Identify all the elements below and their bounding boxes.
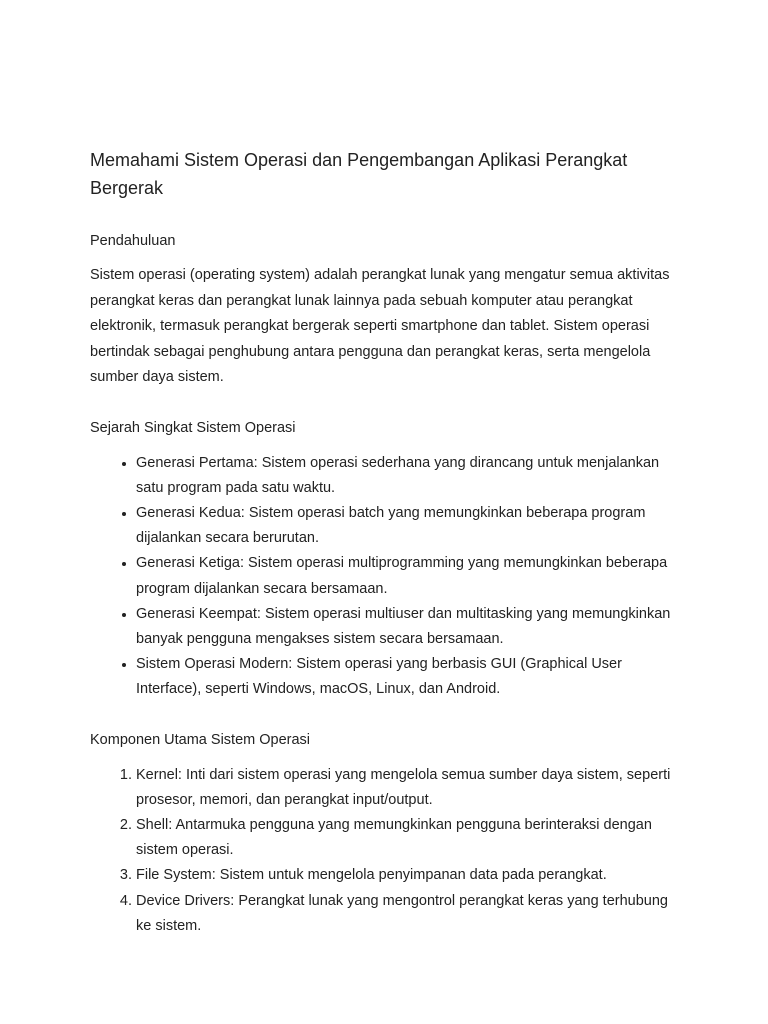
list-item: • Generasi Keempat: Sistem operasi multiuser dan multitasking yang memungkinkan banyak pengguna mengakses sistem secara bersamaan. bbox=[136, 602, 680, 652]
section-heading-history: Sejarah Singkat Sistem Operasi bbox=[90, 419, 296, 436]
list-item: • Generasi Kedua: Sistem operasi batch yang memungkinkan beberapa program dijalankan secara berurutan. bbox=[136, 501, 680, 551]
list-item: 1. Kernel: Inti dari sistem operasi yang mengelola semua sumber daya sistem, seperti prosesor, memori, dan perangkat input/output. bbox=[136, 763, 680, 813]
list-item: • Generasi Ketiga: Sistem operasi multiprogramming yang memungkinkan beberapa program dijalankan secara bersamaan. bbox=[136, 551, 680, 601]
section-heading-components: Komponen Utama Sistem Operasi bbox=[90, 731, 311, 748]
intro-paragraph: Sistem operasi (operating system) adalah perangkat lunak yang mengatur semua aktivitas perangkat keras dan perangkat lunak lainnya pada sebuah komputer atau perangkat elektronik, termasuk perangkat bergerak seperti smartphone dan tablet. Sistem operasi bertindak sebagai penghubung antara pengguna dan perangkat keras, serta mengelola sumber daya sistem. bbox=[90, 267, 670, 385]
list-item: • Generasi Pertama: Sistem operasi sederhana yang dirancang untuk menjalankan satu program pada satu waktu. bbox=[136, 451, 680, 501]
history-list bbox=[90, 451, 680, 703]
document-title: Memahami Sistem Operasi dan Pengembangan Aplikasi Perangkat Bergerak bbox=[90, 150, 628, 198]
components-list bbox=[90, 763, 680, 939]
list-item: 3. File System: Sistem untuk mengelola penyimpanan data pada perangkat. bbox=[136, 863, 680, 888]
list-item: • Sistem Operasi Modern: Sistem operasi yang berbasis GUI (Graphical User Interface), seperti Windows, macOS, Linux, dan Android. bbox=[136, 652, 680, 702]
list-item: 2. Shell: Antarmuka pengguna yang memungkinkan pengguna berinteraksi dengan sistem operasi. bbox=[136, 813, 680, 863]
document-page bbox=[90, 146, 680, 939]
list-item: 4. Device Drivers: Perangkat lunak yang mengontrol perangkat keras yang terhubung ke sistem. bbox=[136, 889, 680, 939]
section-heading-intro: Pendahuluan bbox=[90, 233, 176, 249]
